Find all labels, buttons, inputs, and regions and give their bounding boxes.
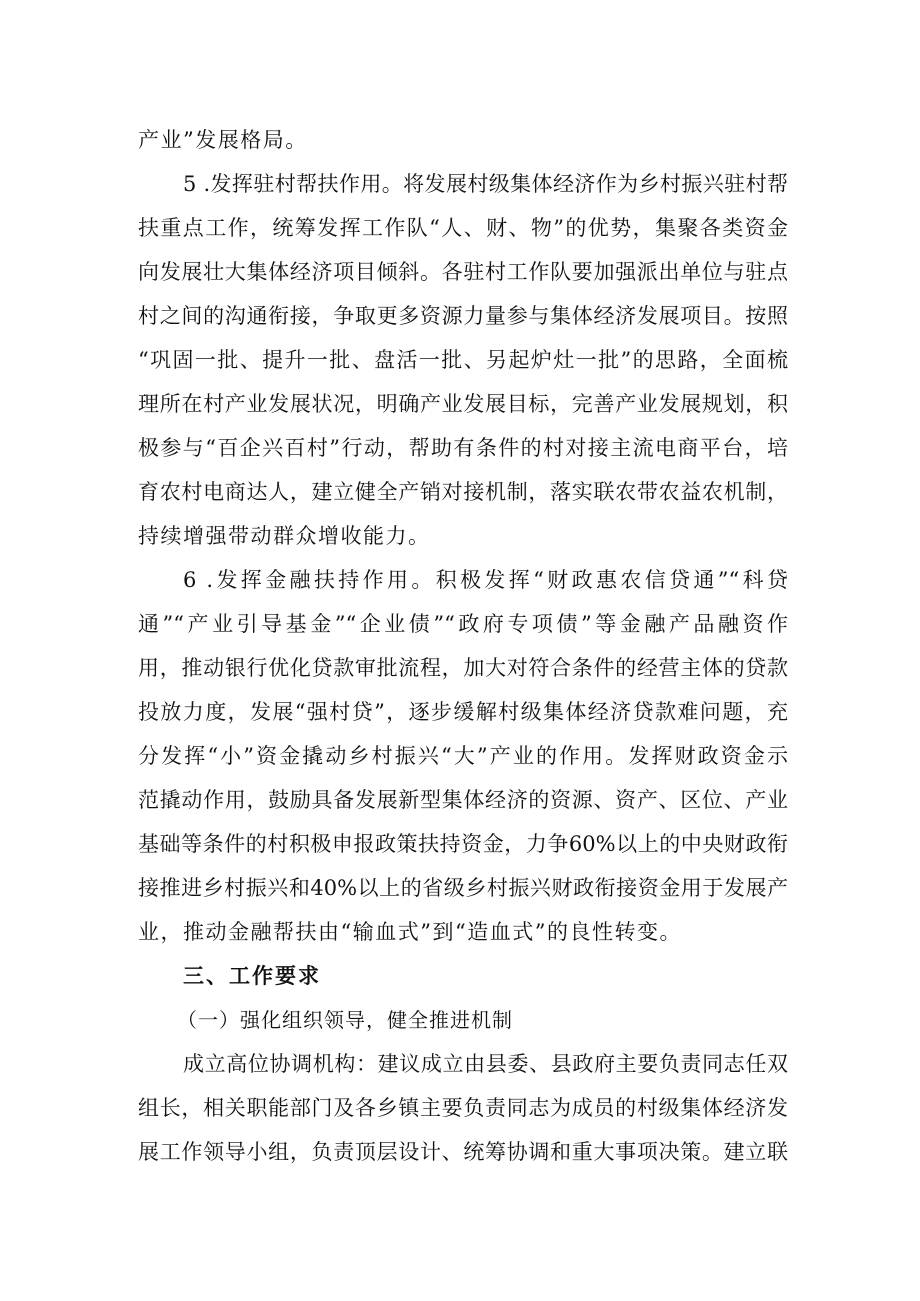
paragraph-line: 向发展壮大集体经济项目倾斜。各驻村工作队要加强派出单位与驻点: [138, 260, 788, 284]
paragraph-line: 用，推动银行优化贷款审批流程，加大对符合条件的经营主体的贷款: [138, 656, 788, 680]
paragraph-line: 持续增强带动群众增收能力。: [138, 524, 431, 548]
paragraph-line: 展工作领导小组，负责顶层设计、统筹协调和重大事项决策。建立联: [138, 1140, 788, 1164]
paragraph-line-item-5-start: 5 .发挥驻村帮扶作用。将发展村级集体经济作为乡村振兴驻村帮: [183, 172, 788, 196]
section-heading: 三、工作要求: [183, 964, 321, 988]
paragraph-line: 产业”发展格局。: [138, 128, 308, 152]
paragraph-line: 接推进乡村振兴和40%以上的省级乡村振兴财政衔接资金用于发展产: [138, 876, 788, 900]
paragraph-line: 组长，相关职能部门及各乡镇主要负责同志为成员的村级集体经济发: [138, 1096, 788, 1120]
subsection-heading: （一）强化组织领导，健全推进机制: [177, 1008, 513, 1032]
paragraph-line-item-6-start: 6 .发挥金融扶持作用。积极发挥“财政惠农信贷通”“科贷: [183, 568, 788, 592]
paragraph-line: 村之间的沟通衔接，争取更多资源力量参与集体经济发展项目。按照: [138, 304, 788, 328]
paragraph-line: 业，推动金融帮扶由“输血式”到“造血式”的良性转变。: [138, 920, 682, 944]
paragraph-line: 分发挥“小”资金撬动乡村振兴“大”产业的作用。发挥财政资金示: [138, 744, 788, 768]
paragraph-line: 极参与“百企兴百村”行动，帮助有条件的村对接主流电商平台，培: [138, 436, 788, 460]
paragraph-line: 育农村电商达人，建立健全产销对接机制，落实联农带农益农机制，: [138, 480, 788, 504]
paragraph-line: 理所在村产业发展状况，明确产业发展目标，完善产业发展规划，积: [138, 392, 788, 416]
paragraph-line: 扶重点工作，统筹发挥工作队“人、财、物”的优势，集聚各类资金: [138, 216, 788, 240]
paragraph-line: 基础等条件的村积极申报政策扶持资金，力争60%以上的中央财政衔: [138, 832, 788, 856]
paragraph-line: 投放力度，发展“强村贷”，逐步缓解村级集体经济贷款难问题，充: [138, 700, 788, 724]
paragraph-line: 成立高位协调机构：建议成立由县委、县政府主要负责同志任双: [183, 1052, 788, 1076]
paragraph-line: 通”“产业引导基金”“企业债”“政府专项债”等金融产品融资作: [138, 612, 788, 636]
paragraph-line: 范撬动作用，鼓励具备发展新型集体经济的资源、资产、区位、产业: [138, 788, 788, 812]
paragraph-line: “巩固一批、提升一批、盘活一批、另起炉灶一批”的思路，全面梳: [138, 348, 788, 372]
